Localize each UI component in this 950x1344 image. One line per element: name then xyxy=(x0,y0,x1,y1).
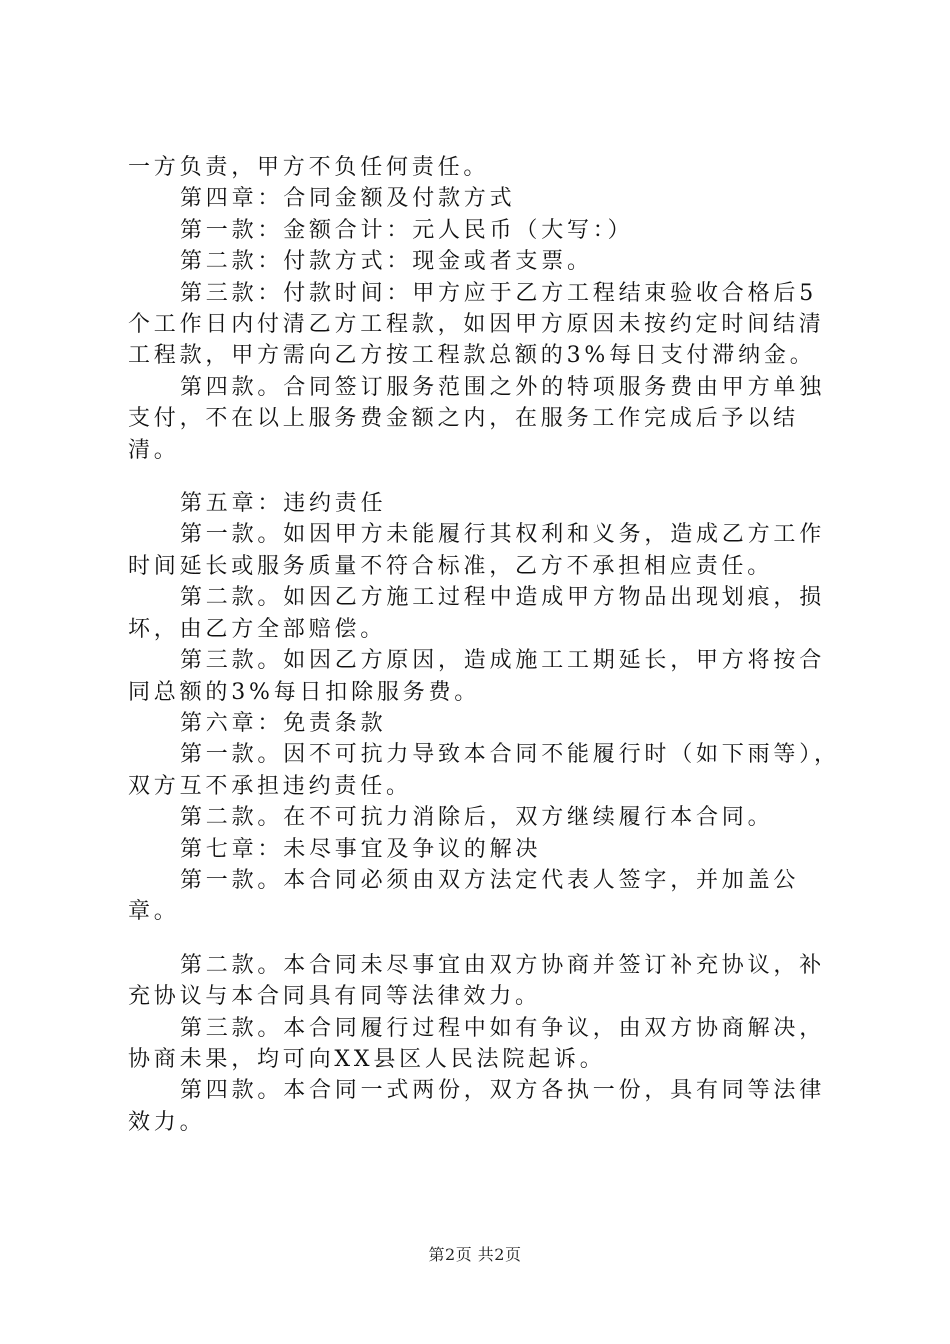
chapter-6-clause-2: 第二款。在不可抗力消除后，双方继续履行本合同。 xyxy=(180,805,774,831)
document-body xyxy=(128,152,840,1138)
chapter-5-clause-1: 第一款。如因甲方未能履行其权利和义务，造成乙方工作时间延长或服务质量不符合标准，乙方不承担相应责任。 xyxy=(128,522,826,579)
chapter-7-clause-1: 第一款。本合同必须由双方法定代表人签字，并加盖公章。 xyxy=(128,867,800,925)
page-number-footer: 第2页 共2页 xyxy=(428,1245,522,1264)
chapter-4-clause-1: 第一款：金额合计：元人民币（大写：） xyxy=(180,217,634,243)
chapter-7-heading: 第七章：未尽事宜及争议的解决 xyxy=(180,836,542,862)
chapter-7-clause-2: 第二款。本合同未尽事宜由双方协商并签订补充协议，补充协议与本合同具有同等法律效力。 xyxy=(128,952,826,1010)
chapter-6-clause-1: 第一款。因不可抗力导致本合同不能履行时（如下雨等），双方互不承担违约责任。 xyxy=(128,742,840,799)
chapter-4-heading: 第四章：合同金额及付款方式 xyxy=(180,186,516,212)
chapter-6-heading: 第六章：免责条款 xyxy=(180,710,387,736)
chapter-4-clause-4: 第四款。合同签订服务范围之外的特项服务费由甲方单独支付，不在以上服务费金额之内，在服务工作完成后予以结清。 xyxy=(128,374,826,463)
chapter-5-heading: 第五章：违约责任 xyxy=(180,491,387,517)
chapter-7-clause-4: 第四款。本合同一式两份，双方各执一份，具有同等法律效力。 xyxy=(128,1078,826,1135)
chapter-4-clause-3: 第三款：付款时间：甲方应于乙方工程结束验收合格后5个工作日内付清乙方工程款，如因甲方原因未按约定时间结清工程款，甲方需向乙方按工程款总额的3%每日支付滞纳金。 xyxy=(128,280,825,369)
paragraph-continuation: 一方负责，甲方不负任何责任。 xyxy=(128,155,490,180)
chapter-4-clause-2: 第二款：付款方式：现金或者支票。 xyxy=(180,249,593,275)
chapter-5-clause-2: 第二款。如因乙方施工过程中造成甲方物品出现划痕，损坏，由乙方全部赔偿。 xyxy=(128,585,826,642)
chapter-7-clause-3: 第三款。本合同履行过程中如有争议，由双方协商解决，协商未果，均可向XX县区人民法院起诉。 xyxy=(128,1015,826,1072)
chapter-5-clause-3: 第三款。如因乙方原因，造成施工工期延长，甲方将按合同总额的3%每日扣除服务费。 xyxy=(128,648,826,705)
